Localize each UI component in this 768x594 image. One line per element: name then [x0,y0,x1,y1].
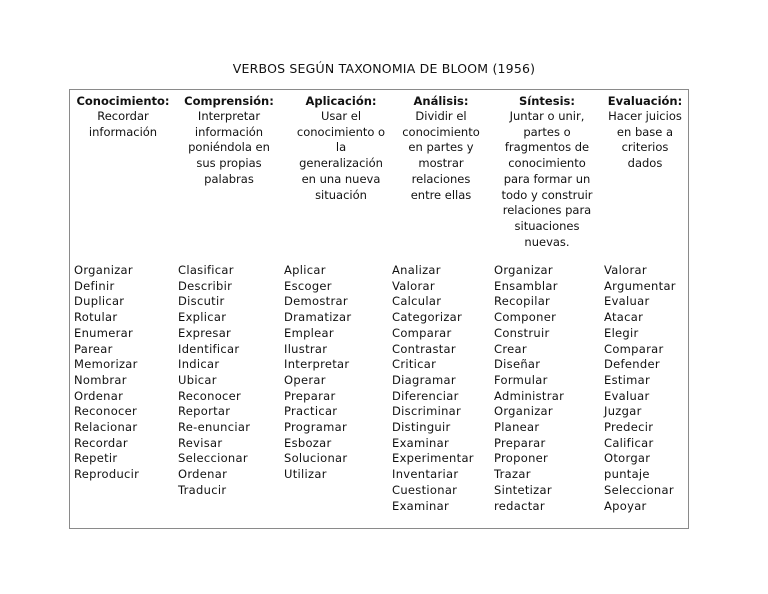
column-header: Aplicación: [305,94,377,108]
verb-item: Calificar [604,435,654,450]
verb-item: Recordar [74,435,128,450]
verb-item: Comparar [392,325,452,340]
verb-item: Organizar [74,263,133,277]
verb-item: Apoyar [604,498,647,513]
verb-item: Repetir [74,451,118,466]
verb-item: Criticar [392,357,437,372]
column-description: Recordar información [88,109,158,139]
verb-item: Utilizar [284,467,327,482]
verb-item: Escoger [284,278,332,293]
verb-item: Proponer [494,451,549,466]
verb-item: Juzgar [604,404,642,419]
verb-list [178,263,250,499]
column-header: Síntesis: [519,94,575,108]
verb-item: Recopilar [494,294,551,309]
document-title: VERBOS SEGÚN TAXONOMIA DE BLOOM (1956) [232,61,536,76]
verb-item: Estimar [604,372,651,387]
column-header: Comprensión: [184,94,274,108]
verb-item: Ubicar [178,372,217,387]
verb-item: Memorizar [74,357,138,372]
verb-item: Contrastar [392,341,456,356]
verb-item: Evaluar [604,388,650,403]
verb-item: Atacar [604,310,644,325]
verb-item: Discutir [178,294,225,309]
verb-item: Evaluar [604,294,650,309]
verb-item: Experimentar [392,451,474,466]
column-header: Análisis: [413,94,469,108]
verb-item: Enumerar [74,325,134,340]
verb-item: Expresar [178,325,232,340]
verb-item: Diferenciar [392,388,459,403]
verb-item: Seleccionar [604,482,674,497]
verb-item: Operar [284,372,326,387]
verb-item: Valorar [604,263,647,277]
verb-item: Ensamblar [494,278,558,293]
verb-item: Seleccionar [178,451,248,466]
verb-item: Examinar [392,498,449,513]
verb-item: Traducir [178,482,227,497]
column-description: Usar el conocimiento o la generalización en una nueva situación [296,109,386,202]
verb-item: Nombrar [74,372,127,387]
verb-item: Predecir [604,420,654,435]
verb-item: Analizar [392,263,441,277]
verb-item: puntaje [604,467,650,482]
column-description: Dividir el conocimiento en partes y mostrar relaciones entre ellas [402,109,480,202]
column-comprension [174,90,284,528]
verb-item: Construir [494,325,550,340]
verb-item: Discriminar [392,404,462,419]
verb-item: Componer [494,310,557,325]
verb-item: Indicar [178,357,220,372]
verb-item: Interpretar [284,357,350,372]
verb-item: Reportar [178,404,231,419]
verb-item: Preparar [494,435,546,450]
verb-item: Argumentar [604,278,676,293]
verb-item: Diseñar [494,357,541,372]
verb-item: Practicar [284,404,338,419]
verb-item: Emplear [284,325,334,340]
bloom-taxonomy-table [69,89,689,529]
verb-item: Cuestionar [392,482,458,497]
verb-item: Reconocer [178,388,242,403]
verb-item: Administrar [494,388,565,403]
verb-item: Dramatizar [284,310,352,325]
verb-item: Elegir [604,325,639,340]
verb-item: Parear [74,341,113,356]
verb-item: Solucionar [284,451,348,466]
column-header: Conocimiento: [76,94,170,108]
column-analisis [388,90,494,528]
column-description: Hacer juicios en base a criterios dados [608,109,682,171]
verb-item: Ordenar [178,467,228,482]
column-description: Juntar o unir, partes o fragmentos de conocimiento para formar un todo y construir relaciones para situaciones nuevas. [501,109,593,249]
verb-item: Planear [494,420,540,435]
verb-item: Valorar [392,278,435,293]
verb-list [494,263,564,514]
verb-item: Clasificar [178,263,234,277]
verb-item: Comparar [604,341,664,356]
column-header: Evaluación: [607,94,683,108]
verb-item: Trazar [494,467,531,482]
verb-list [74,263,139,483]
verb-item: Relacionar [74,420,138,435]
verb-item: Sintetizar [494,482,552,497]
verb-list [392,263,474,514]
verb-item: Describir [178,278,233,293]
verb-item: Diagramar [392,372,456,387]
verb-item: Formular [494,372,548,387]
verb-item: Aplicar [284,263,326,277]
verb-item: Demostrar [284,294,348,309]
verb-item: Organizar [494,263,553,277]
verb-item: Programar [284,420,347,435]
column-description: Interpretar información poniéndola en sus propias palabras [188,109,270,186]
verb-item: redactar [494,498,545,513]
verb-item: Ilustrar [284,341,328,356]
verb-item: Explicar [178,310,227,325]
verb-item: Re-enunciar [178,420,251,435]
verb-item: Esbozar [284,435,332,450]
column-sintesis [490,90,604,528]
verb-item: Identificar [178,341,240,356]
verb-item: Reconocer [74,404,138,419]
verb-item: Examinar [392,435,449,450]
verb-list [604,263,676,514]
verb-item: Definir [74,278,115,293]
verb-item: Distinguir [392,420,451,435]
verb-item: Defender [604,357,660,372]
verb-item: Preparar [284,388,336,403]
column-aplicacion [280,90,402,528]
verb-item: Calcular [392,294,442,309]
column-evaluacion [600,90,690,528]
verb-item: Inventariar [392,467,459,482]
verb-item: Revisar [178,435,223,450]
verb-list [284,263,351,483]
verb-item: Duplicar [74,294,125,309]
verb-item: Rotular [74,310,118,325]
verb-item: Organizar [494,404,553,419]
verb-item: Otorgar [604,451,651,466]
verb-item: Reproducir [74,467,140,482]
verb-item: Categorizar [392,310,463,325]
column-conocimiento [70,90,176,528]
verb-item: Ordenar [74,388,124,403]
verb-item: Crear [494,341,527,356]
